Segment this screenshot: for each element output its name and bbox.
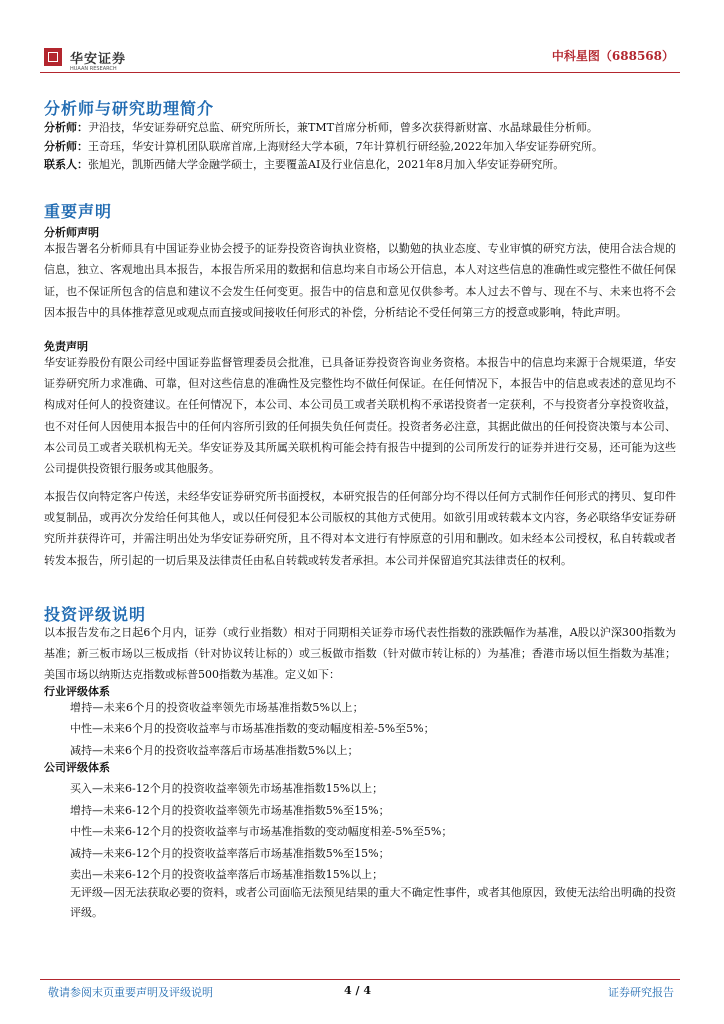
analyst-text: 尹沿技，华安证券研究总监、研究所所长，兼TMT首席分析师，曾多次获得新财富、水晶球最佳分析师。 <box>88 121 598 134</box>
header-divider <box>40 72 680 73</box>
logo-subtext: HUAAN RESEARCH <box>70 66 117 72</box>
analyst-label: 分析师： <box>44 121 88 134</box>
analyst-text: 王奇珏，华安计算机团队联席首席,上海财经大学本硕，7年计算机行研经验,2022年加入华安证券研究所。 <box>88 140 603 153</box>
analyst-section-title: 分析师与研究助理简介 <box>44 99 215 118</box>
logo-text: 华安证券 <box>70 52 127 67</box>
company-rating-item: 减持—未来6-12个月的投资收益率落后市场基准指数5%至15%； <box>70 847 390 860</box>
analyst-row <box>44 121 598 135</box>
disclaimer-text-2: 本报告仅向特定客户传送，未经华安证券研究所书面授权，本研究报告的任何部分均不得以任何方式制作任何形式的拷贝、复印件或复制品，或再次分发给任何其他人，或以任何侵犯本公司版权的其他方式使用。如欲引用或转载本文内容，务必联络华安证券研究所并获得许可，并需注明出处为华安证券研究所，且不得对本文进行有悖原意的引用和删改。如未经本公司授权，私自转载或者转发本报告，所引起的一切后果及法律责任由私自转载或转发者承担。本公司并保留追究其法律责任的权利。 <box>44 490 676 567</box>
analyst-row <box>44 158 564 172</box>
analyst-label: 联系人： <box>44 158 88 171</box>
industry-rating-item: 减持—未来6个月的投资收益率落后市场基准指数5%以上； <box>70 744 359 757</box>
footer-report-type: 证券研究报告 <box>608 986 674 999</box>
footer-divider <box>40 979 680 980</box>
rating-section-title: 投资评级说明 <box>44 605 147 624</box>
disclaimer-heading: 免责声明 <box>44 340 88 353</box>
analyst-statement-text: 本报告署名分析师具有中国证券业协会授予的证券投资咨询执业资格，以勤勉的执业态度、专业审慎的研究方法，使用合法合规的信息，独立、客观地出具本报告，本报告所采用的数据和信息均来自市场公开信息，本人对这些信息的准确性或完整性不做任何保证，也不保证所包含的信息和建议不会发生任何变更。报告中的信息和意见仅供参考。本人过去不曾与、现在不与、未来也将不会因本报告中的具体推荐意见或观点而直接或间接收任何形式的补偿，分析结论不受任何第三方的授意或影响，特此声明。 <box>44 242 676 319</box>
rating-intro: 以本报告发布之日起6个月内，证券（或行业指数）相对于同期相关证券市场代表性指数的涨跌幅作为基准，A股以沪深300指数为基准；新三板市场以三板成指（针对协议转让标的）或三板做市指数（针对做市转让标的）为基准；香港市场以恒生指数为基准；美国市场以纳斯达克指数或标普500指数为基准。定义如下： <box>44 626 676 682</box>
analyst-text: 张旭光，凯斯西储大学金融学硕士，主要覆盖AI及行业信息化，2021年8月加入华安证券研究所。 <box>88 158 565 171</box>
industry-rating-item: 中性—未来6个月的投资收益率与市场基准指数的变动幅度相差-5%至5%； <box>70 722 435 735</box>
huaan-logo-icon <box>44 48 62 66</box>
page-header <box>0 0 724 72</box>
company-rating-item: 买入—未来6-12个月的投资收益率领先市场基准指数15%以上； <box>70 782 384 795</box>
analyst-label: 分析师： <box>44 140 88 153</box>
company-rating-heading: 公司评级体系 <box>44 761 110 774</box>
industry-rating-heading: 行业评级体系 <box>44 685 110 698</box>
disclaimer-text: 华安证券股份有限公司经中国证券监督管理委员会批准，已具备证券投资咨询业务资格。本报告中的信息均来源于合规渠道，华安证券研究所力求准确、可靠，但对这些信息的准确性及完整性均不做任何保证。在任何情况下，本报告中的信息或表述的意见均不构成对任何人的投资建议。在任何情况下，本公司、本公司员工或者关联机构不承诺投资者一定获利，不与投资者分享投资收益，也不对任何人因使用本报告中的任何内容所引致的任何损失负任何责任。投资者务必注意，其据此做出的任何投资决策与本公司、本公司员工或者关联机构无关。华安证券及其所属关联机构可能会持有报告中提到的公司所发行的证券并进行交易，还可能为这些公司提供投资银行服务或其他服务。 <box>44 356 676 476</box>
company-rating-item: 增持—未来6-12个月的投资收益率领先市场基准指数5%至15%； <box>70 804 390 817</box>
company-rating-item: 中性—未来6-12个月的投资收益率与市场基准指数的变动幅度相差-5%至5%； <box>70 825 453 838</box>
statement-section-title: 重要声明 <box>44 202 113 221</box>
analyst-statement-heading: 分析师声明 <box>44 226 99 239</box>
industry-rating-item: 增持—未来6个月的投资收益率领先市场基准指数5%以上； <box>70 701 364 714</box>
analyst-row <box>44 140 603 154</box>
page-number: 4 / 4 <box>344 984 371 997</box>
company-rating-item: 卖出—未来6-12个月的投资收益率落后市场基准指数15%以上； <box>70 868 384 881</box>
company-rating-item: 无评级—因无法获取必要的资料，或者公司面临无法预见结果的重大不确定性事件，或者其他原因，致使无法给出明确的投资评级。 <box>70 886 676 919</box>
footer-notice: 敬请参阅末页重要声明及评级说明 <box>48 986 213 999</box>
stock-name: 中科星图（688568） <box>551 49 674 63</box>
